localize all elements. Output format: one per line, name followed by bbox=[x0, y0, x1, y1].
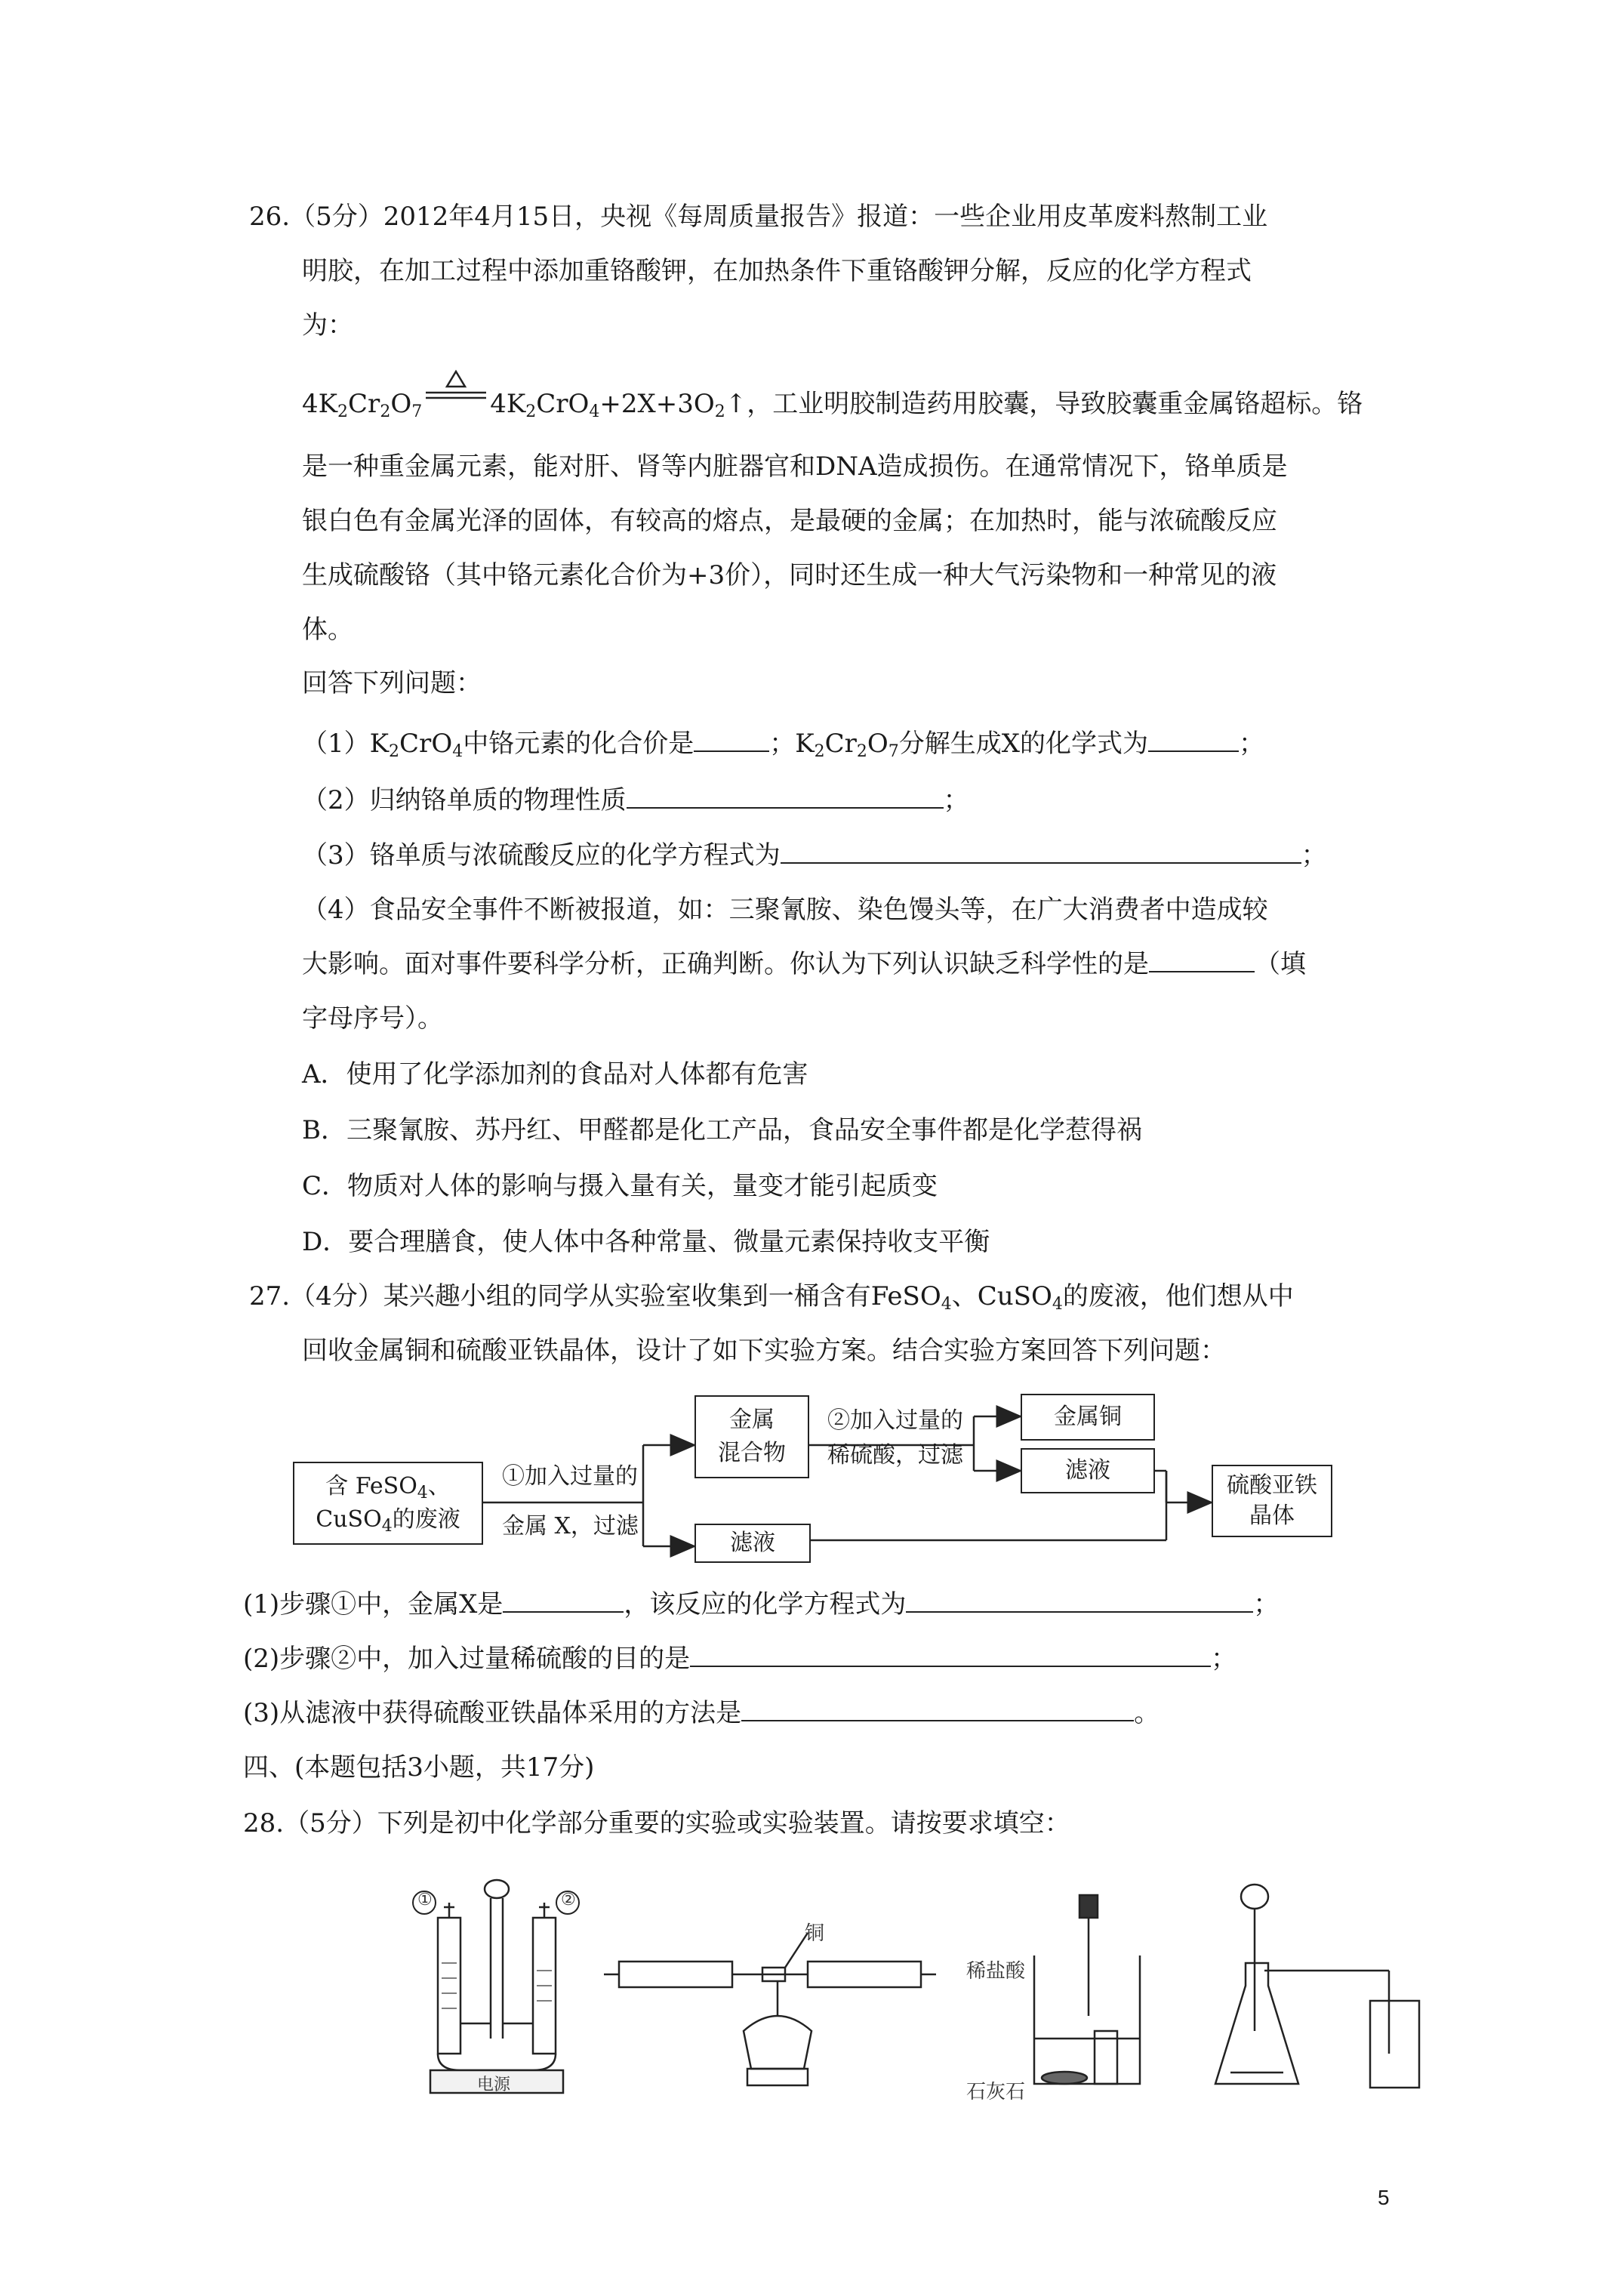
q26-subquestion-4-cont: 字母序号）。 bbox=[302, 1003, 443, 1034]
q28-heading: 28.（5分）下列是初中化学部分重要的实验或实验装置。请按要求填空： bbox=[243, 1808, 1070, 1838]
electrode-label-2: ② bbox=[561, 1891, 576, 1909]
q26-subquestion-4-cont: 大影响。面对事件要科学分析，正确判断。你认为下列认识缺乏科学性的是 （填 bbox=[302, 949, 1306, 979]
option-b: B．三聚氰胺、苏丹红、甲醛都是化工产品，食品安全事件都是化学惹得祸 bbox=[302, 1115, 1142, 1145]
answer-blank[interactable] bbox=[503, 1589, 624, 1613]
step2-label-2: 稀硫酸，过滤 bbox=[827, 1442, 963, 1469]
option-c: C．物质对人体的影响与摄入量有关，量变才能引起质变 bbox=[302, 1171, 938, 1201]
q27-subquestion-1: (1)步骤①中，金属X是 ，该反应的化学方程式为 ； bbox=[243, 1589, 1280, 1620]
q27-subquestion-2: (2)步骤②中，加入过量稀硫酸的目的是 ； bbox=[243, 1644, 1237, 1674]
q26-heading: 26.（5分）2012年4月15日，央视《每周质量报告》报道：一些企业用皮革废料熬制工业 bbox=[249, 202, 1268, 232]
q26-subquestion-3: （3）铬单质与浓硫酸反应的化学方程式为 ； bbox=[302, 840, 1327, 871]
apparatus-copper-heating bbox=[604, 1903, 936, 2099]
answer-blank[interactable] bbox=[694, 728, 769, 752]
section-4-heading: 四、(本题包括3小题，共17分) bbox=[243, 1752, 595, 1783]
metal-mixture-box: 金属 混合物 bbox=[694, 1395, 809, 1478]
copper-box: 金属铜 bbox=[1021, 1394, 1155, 1441]
hydrochloric-acid-label: 稀盐酸 bbox=[966, 1960, 1026, 1983]
answer-blank[interactable] bbox=[741, 1697, 1134, 1721]
filtrate-box-top: 滤液 bbox=[1021, 1448, 1155, 1493]
filtrate-box-bottom: 滤液 bbox=[694, 1524, 811, 1563]
apparatus-electrolysis bbox=[408, 1872, 581, 2099]
q26-text-line: 体。 bbox=[302, 615, 353, 645]
q26-text-line: 明胶，在加工过程中添加重铬酸钾，在加热条件下重铬酸钾分解，反应的化学方程式 bbox=[302, 256, 1252, 286]
answer-blank[interactable] bbox=[690, 1643, 1211, 1667]
electrode-label-1: ① bbox=[417, 1891, 433, 1909]
answer-blank[interactable] bbox=[627, 784, 944, 809]
apparatus-gas-generation bbox=[1208, 1880, 1427, 2099]
limestone-label: 石灰石 bbox=[966, 2081, 1026, 2103]
crystal-box: 硫酸亚铁 晶体 bbox=[1212, 1465, 1332, 1537]
answer-blank[interactable] bbox=[906, 1589, 1253, 1613]
step1-label: ①加入过量的 bbox=[502, 1463, 638, 1490]
power-source-label: 电源 bbox=[477, 2076, 511, 2094]
flow-start-box: 含 FeSO$_4$、 CuSO$_4$的废液 bbox=[293, 1462, 483, 1545]
q26-text-line: 为： bbox=[302, 310, 353, 341]
option-a: A．使用了化学添加剂的食品对人体都有危害 bbox=[302, 1059, 808, 1089]
q26-text-line: 是一种重金属元素，能对肝、肾等内脏器官和DNA造成损伤。在通常情况下，铬单质是 bbox=[302, 451, 1288, 482]
answer-blank[interactable] bbox=[1149, 948, 1255, 972]
copper-label: 铜 bbox=[805, 1922, 825, 1945]
step2-label: ②加入过量的 bbox=[827, 1407, 963, 1434]
q27-subquestion-3: (3)从滤液中获得硫酸亚铁晶体采用的方法是 。 bbox=[243, 1698, 1160, 1728]
q26-subquestion-4: （4）食品安全事件不断被报道，如：三聚氰胺、染色馒头等，在广大消费者中造成较 bbox=[302, 895, 1268, 925]
answer-blank[interactable] bbox=[781, 840, 1301, 864]
q26-text-line: 银白色有金属光泽的固体，有较高的熔点，是最硬的金属；在加热时，能与浓硫酸反应 bbox=[302, 506, 1277, 536]
page-number: 5 bbox=[1378, 2186, 1390, 2209]
heat-condition-symbol bbox=[422, 390, 490, 412]
q26-subquestion-2: （2）归纳铬单质的物理性质 ； bbox=[302, 785, 969, 815]
q27-text-line: 回收金属铜和硫酸亚铁晶体，设计了如下实验方案。结合实验方案回答下列问题： bbox=[302, 1336, 1226, 1366]
decomposition-equation: $4K_2Cr_2O_7$ $4K_2CrO_4+2X+3O_2↑$，工业明胶制造药用胶囊，导致胶囊重金属铬超标。铬 bbox=[302, 385, 1363, 423]
q27-heading: 27.（4分）某兴趣小组的同学从实验室收集到一桶含有FeSO$_4$、CuSO$_4$的废液，他们想从中 bbox=[249, 1281, 1294, 1314]
answer-blank[interactable] bbox=[1148, 728, 1239, 752]
q26-subquestion-1: $(1)K_2CrO_4$中铬元素的化合价是 ；$K_2Cr_2O_7$分解生成X的化学式为 ； bbox=[302, 729, 1264, 761]
option-d: D．要合理膳食，使人体中各种常量、微量元素保持收支平衡 bbox=[302, 1227, 990, 1257]
q26-text-line: 生成硫酸铬（其中铬元素化合价为+3价），同时还生成一种大气污染物和一种常见的液 bbox=[302, 560, 1277, 590]
apparatus-hydrochloric-acid bbox=[966, 1888, 1155, 2103]
step1-label-2: 金属 X，过滤 bbox=[502, 1513, 639, 1539]
answer-intro: 回答下列问题： bbox=[302, 668, 482, 698]
